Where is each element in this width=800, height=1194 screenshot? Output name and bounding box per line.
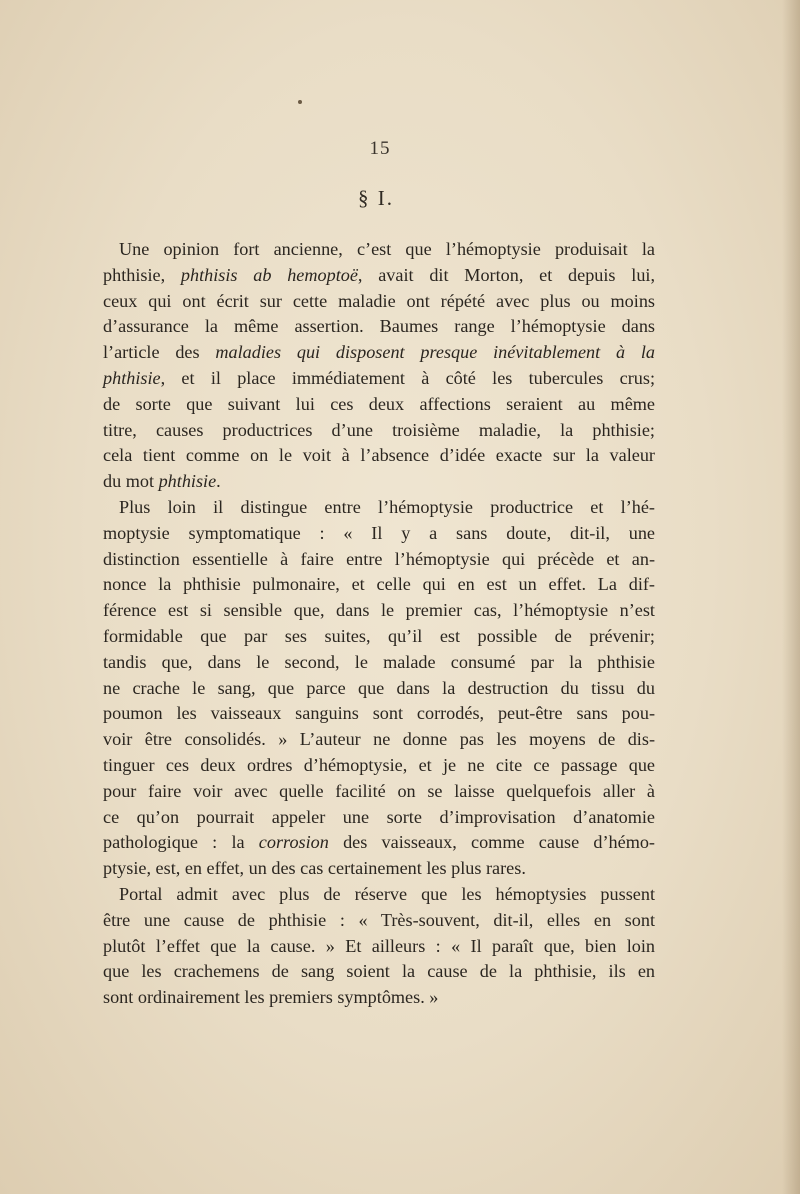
text-line	[103, 856, 655, 882]
text-line	[103, 366, 655, 392]
italic-text: maladies qui disposent presque inévitablement à la	[215, 342, 655, 363]
text-segment: ptysie, est, en effet, un des cas certainement les plus rares.	[103, 858, 526, 879]
text-segment: de sorte que suivant lui ces deux affections seraient au même	[103, 393, 655, 414]
text-line	[103, 418, 655, 444]
section-heading: § I.	[358, 186, 394, 210]
text-segment: l’article des	[103, 342, 216, 363]
text-segment: du mot	[103, 471, 159, 492]
text-segment: voir être consolidés. » L’auteur ne donne pas les moyens de dis-	[103, 729, 655, 750]
text-line	[103, 392, 655, 418]
text-segment: être une cause de phthisie : « Très-souvent, dit-il, elles en sont	[103, 909, 655, 930]
text-line	[103, 830, 655, 856]
text-line	[103, 959, 655, 985]
italic-text: phthisie	[103, 367, 161, 388]
text-segment: formidable que par ses suites, qu’il est possible de prévenir;	[103, 625, 655, 646]
text-line	[103, 779, 655, 805]
text-segment: nonce la phthisie pulmonaire, et celle qui en est un effet. La dif-	[103, 574, 655, 595]
text-segment: Plus loin il distingue entre l’hémoptysie productrice et l’hé-	[119, 496, 655, 517]
text-line	[103, 314, 655, 340]
text-segment: que les crachemens de sang soient la cause de la phthisie, ils en	[103, 961, 655, 982]
text-segment: ce qu’on pourrait appeler une sorte d’improvisation d’anatomie	[103, 806, 655, 827]
text-segment: , avait dit Morton, et depuis lui,	[357, 264, 656, 285]
text-segment: Portal admit avec plus de réserve que les hémoptysies pussent	[119, 883, 655, 904]
text-line	[103, 908, 655, 934]
text-line	[103, 805, 655, 831]
text-line	[103, 598, 655, 624]
text-segment: distinction essentielle à faire entre l’hémoptysie qui précède et an-	[103, 548, 655, 569]
text-segment: tandis que, dans le second, le malade consumé par la phthisie	[103, 651, 655, 672]
text-segment: cela tient comme on le voit à l’absence d’idée exacte sur la valeur	[103, 445, 655, 466]
text-line	[103, 547, 655, 573]
text-line	[103, 985, 655, 1011]
text-line	[103, 572, 655, 598]
text-segment: phthisie,	[103, 264, 181, 285]
text-segment: des vaisseaux, comme cause d’hémo-	[328, 832, 655, 853]
text-line	[103, 727, 655, 753]
text-line	[103, 443, 655, 469]
text-segment: moptysie symptomatique : « Il y a sans doute, dit-il, une	[103, 522, 655, 543]
text-segment: plutôt l’effet que la cause. » Et ailleurs : « Il paraît que, bien loin	[103, 935, 655, 956]
text-segment: sont ordinairement les premiers symptômes. »	[103, 987, 439, 1008]
text-segment: Une opinion fort ancienne, c’est que l’hémoptysie produisait la	[119, 239, 655, 259]
text-line	[103, 934, 655, 960]
italic-text: phthisis ab hemoptoë	[180, 264, 358, 285]
text-segment: tinguer ces deux ordres d’hémoptysie, et je ne cite ce passage que	[103, 754, 655, 775]
text-segment: ceux qui ont écrit sur cette maladie ont répété avec plus ou moins	[103, 290, 655, 311]
text-line	[103, 340, 655, 366]
text-segment: titre, causes productrices d’une troisième maladie, la phthisie;	[103, 419, 655, 440]
text-segment: d’assurance la même assertion. Baumes range l’hémoptysie dans	[103, 316, 655, 337]
text-segment: , et il place immédiatement à côté les tubercules crus;	[160, 367, 655, 388]
text-segment: pathologique : la	[103, 832, 259, 853]
text-segment: poumon les vaisseaux sanguins sont corrodés, peut-être sans pou-	[103, 703, 655, 724]
text-segment: ne crache le sang, que parce que dans la destruction du tissu du	[103, 677, 655, 698]
text-line	[103, 650, 655, 676]
italic-text: phthisie	[158, 471, 217, 492]
text-line	[103, 469, 655, 495]
text-line	[103, 676, 655, 702]
text-line	[103, 521, 655, 547]
text-segment: .	[216, 471, 221, 492]
text-line	[103, 882, 655, 908]
body-text	[103, 237, 655, 1011]
text-line	[103, 701, 655, 727]
text-line	[103, 263, 655, 289]
paper-speck	[298, 100, 302, 104]
text-line	[103, 753, 655, 779]
italic-text: corrosion	[258, 832, 329, 853]
text-line	[103, 624, 655, 650]
text-line	[103, 495, 655, 521]
text-segment: férence est si sensible que, dans le premier cas, l’hémoptysie n’est	[103, 600, 655, 621]
text-segment: pour faire voir avec quelle facilité on se laisse quelquefois aller à	[103, 780, 655, 801]
text-line	[103, 237, 655, 263]
page-number: 15	[369, 138, 391, 159]
text-line	[103, 289, 655, 315]
